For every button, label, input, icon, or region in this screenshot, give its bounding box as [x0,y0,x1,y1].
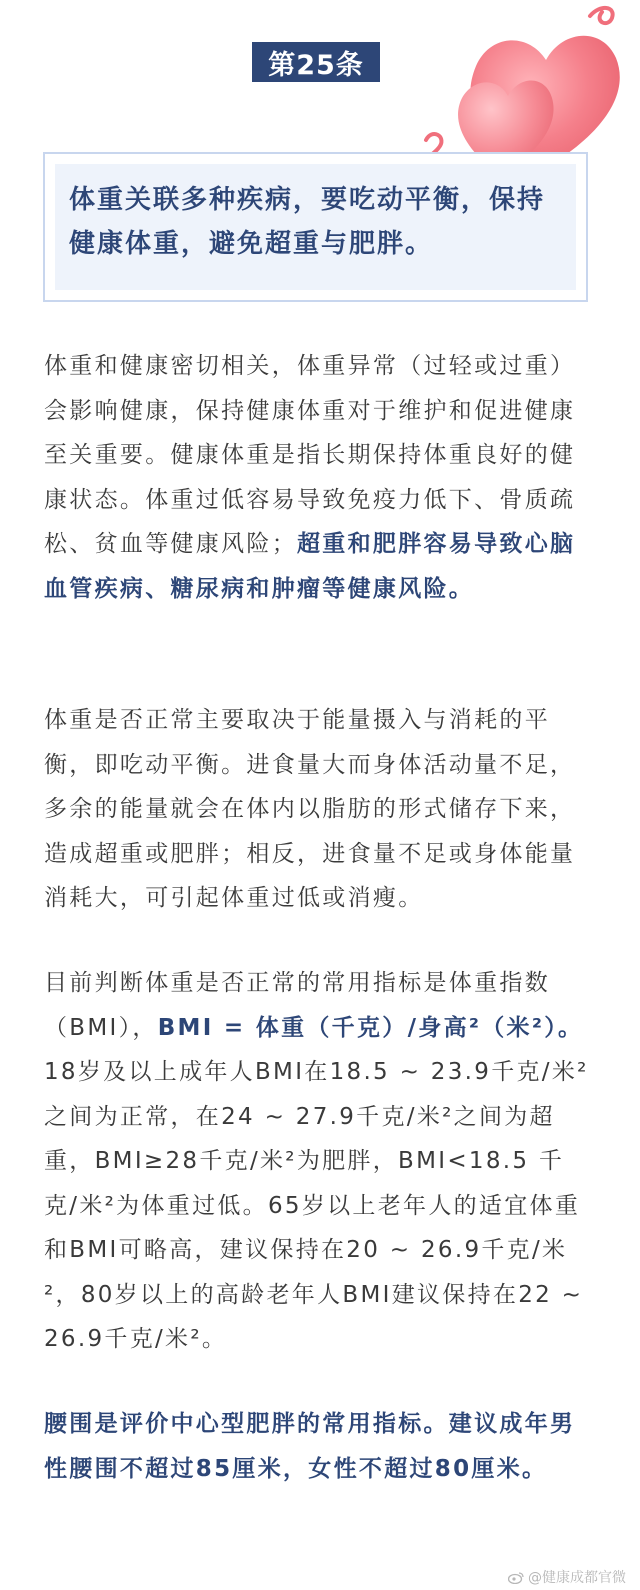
paragraph-bmi [44,961,596,1362]
paragraph-energy-balance: 体重是否正常主要取决于能量摄入与消耗的平衡，即吃动平衡。进食量大而身体活动量不足，多余的能量就会在体内以脂肪的形式储存下来，造成超重或肥胖；相反，进食量不足或身体能量消耗大，可引起体重过低或消瘦。 [44,707,576,911]
paragraph-1-text: 体重和健康密切相关，体重异常（过轻或过重）会影响健康，保持健康体重对于维护和促进健康至关重要。健康体重是指长期保持体重良好的健康状态。体重过低容易导致免疫力低下、骨质疏松、贫血等健康风险； [44,353,576,557]
article-number-badge: 第25条 [252,42,380,82]
paragraph-waist: 腰围是评价中心型肥胖的常用指标。建议成年男性腰围不超过85厘米，女性不超过80厘米。 [44,1411,576,1482]
headline-text: 体重关联多种疾病，要吃动平衡，保持健康体重，避免超重与肥胖。 [69,185,546,259]
paragraph-1-highlight: 超重和肥胖容易导致心脑血管疾病、糖尿病和肿瘤等健康风险。 [44,531,576,602]
watermark [508,1567,626,1587]
headline-box [43,152,588,302]
watermark-text: @健康成都官微 [528,1570,626,1586]
paragraph-weight-health [44,344,596,611]
paragraph-3-intro: 目前判断体重是否正常的常用指标是体重指数（BMI）， [44,970,550,1041]
paragraph-3-rest: 18岁及以上成年人BMI在18.5 ~ 23.9千克/米²之间为正常，在24 ~ 27.9千克/米²之间为超重，BMI≥28千克/米²为肥胖，BMI<18.5 千克/米²为体重过低。65岁以上老年人的适宜体重和BMI可略高，建议保持在20 ~ 26.9千克/米²，80岁以上的高龄老年人BMI建议保持在22 ~ 26.9千克/米²。 [44,1059,589,1352]
weibo-icon [508,1571,524,1584]
bmi-formula: BMI = 体重（千克）/身高²（米²）。 [157,1014,584,1041]
ribbon-curl-top [590,8,613,23]
